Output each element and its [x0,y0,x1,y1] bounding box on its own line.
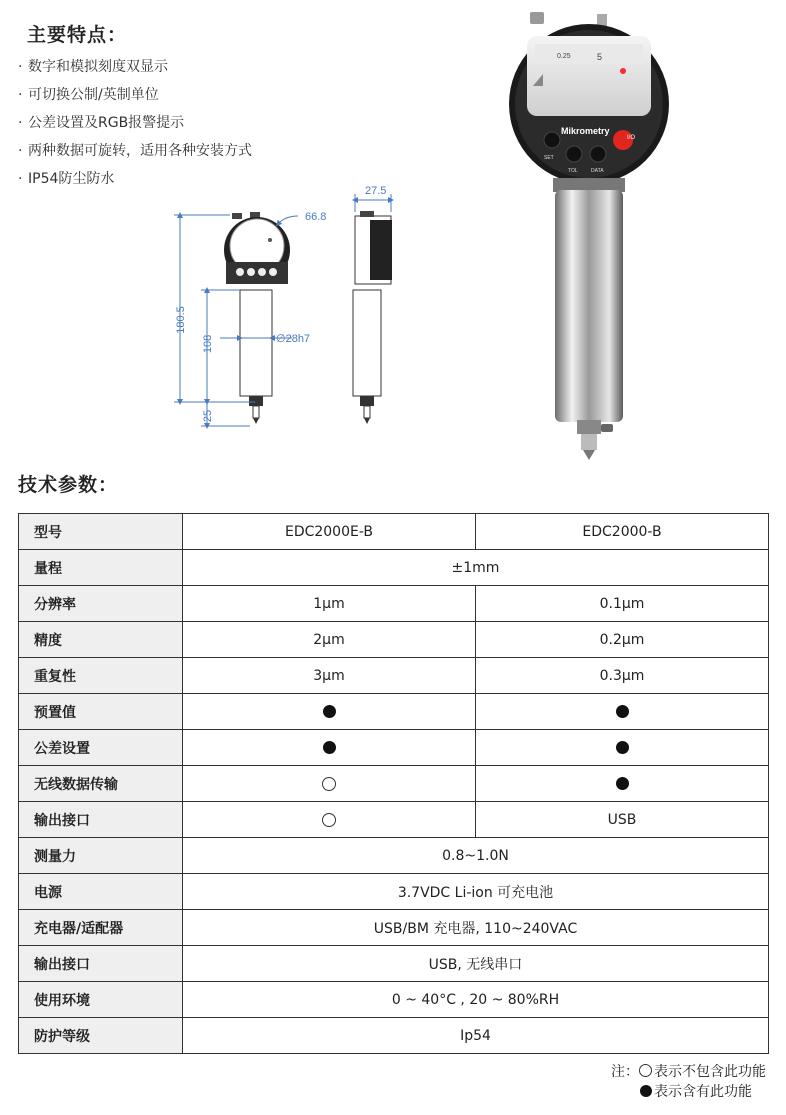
table-row [19,910,769,946]
hollow-circle-icon [639,1064,652,1077]
feature-item: · 公差设置及RGB报警提示 [18,115,185,131]
table-row [19,514,769,550]
filled-circle-icon [183,730,476,766]
row-label: 防护等级 [19,1018,183,1054]
hollow-circle-icon [183,766,476,802]
table-cell: Ip54 [183,1018,769,1054]
table-cell: EDC2000E-B [183,514,476,550]
row-label: 分辨率 [19,586,183,622]
table-cell: USB [476,802,769,838]
filled-circle-icon [323,741,336,754]
power-label: I/O [627,135,636,141]
table-row [19,586,769,622]
feature-item: · 可切换公制/英制单位 [18,87,159,103]
table-cell: USB/BM 充电器, 110~240VAC [183,910,769,946]
dimension-drawing [160,180,420,440]
table-cell: 0.1μm [476,586,769,622]
table-cell: 3.7VDC Li-ion 可充电池 [183,874,769,910]
row-label: 型号 [19,514,183,550]
filled-circle-icon [616,777,629,790]
table-row [19,694,769,730]
table-row [19,874,769,910]
table-row [19,658,769,694]
legend-notes [611,1062,766,1102]
btn-tol-label: TOL [568,168,578,174]
features-list [18,55,252,195]
table-cell: 2μm [183,622,476,658]
table-row [19,730,769,766]
feature-item: · 数字和模拟刻度双显示 [18,59,168,75]
dim-tip-label: 25 [202,409,214,423]
feature-item: · 两种数据可旋转，适用各种安装方式 [18,143,252,159]
specs-table [18,513,769,1054]
dim-dial-label: 66.8 [305,211,327,223]
table-row [19,550,769,586]
table-cell: 0 ~ 40°C , 20 ~ 80%RH [183,982,769,1018]
row-label: 测量力 [19,838,183,874]
filled-circle-icon [476,730,769,766]
table-row [19,1018,769,1054]
row-label: 精度 [19,622,183,658]
filled-circle-icon [640,1085,652,1097]
table-cell: 1μm [183,586,476,622]
row-label: 使用环境 [19,982,183,1018]
hollow-circle-icon [183,802,476,838]
table-cell: 3μm [183,658,476,694]
row-label: 电源 [19,874,183,910]
table-cell: 0.3μm [476,658,769,694]
hollow-circle-icon [322,813,336,827]
hollow-circle-icon [322,777,336,791]
filled-circle-icon [476,694,769,730]
table-row [19,766,769,802]
product-photo [505,8,685,463]
table-row [19,982,769,1018]
btn-set-label: SET [544,155,554,161]
features-title: 主要特点： [27,24,128,46]
filled-circle-icon [183,694,476,730]
row-label: 输出接口 [19,946,183,982]
table-cell: EDC2000-B [476,514,769,550]
brand-label: Mikrometry [561,126,610,136]
table-row [19,622,769,658]
filled-circle-icon [323,705,336,718]
table-row [19,838,769,874]
lcd-scale-left: 0.25 [557,53,571,60]
dim-total-label: 180.5 [175,306,187,334]
filled-circle-icon [476,766,769,802]
lcd-scale-right: 5 [597,52,603,62]
filled-circle-icon [616,705,629,718]
row-label: 充电器/适配器 [19,910,183,946]
row-label: 输出接口 [19,802,183,838]
table-cell: ±1mm [183,550,769,586]
specs-title: 技术参数： [18,474,119,496]
note-filled: 表示含有此功能 [611,1082,766,1102]
table-cell: 0.2μm [476,622,769,658]
btn-data-label: DATA [591,168,604,174]
table-row [19,946,769,982]
row-label: 公差设置 [19,730,183,766]
row-label: 重复性 [19,658,183,694]
table-cell: USB, 无线串口 [183,946,769,982]
row-label: 无线数据传输 [19,766,183,802]
table-row [19,802,769,838]
dim-diameter-label: ∅28h7 [276,333,311,345]
feature-item: · IP54防尘防水 [18,171,115,187]
row-label: 预置值 [19,694,183,730]
table-cell: 0.8~1.0N [183,838,769,874]
dim-body-label: 108 [202,334,214,354]
note-hollow: 注： 表示不包含此功能 [611,1064,766,1080]
row-label: 量程 [19,550,183,586]
dim-depth-label: 27.5 [365,185,387,197]
filled-circle-icon [616,741,629,754]
